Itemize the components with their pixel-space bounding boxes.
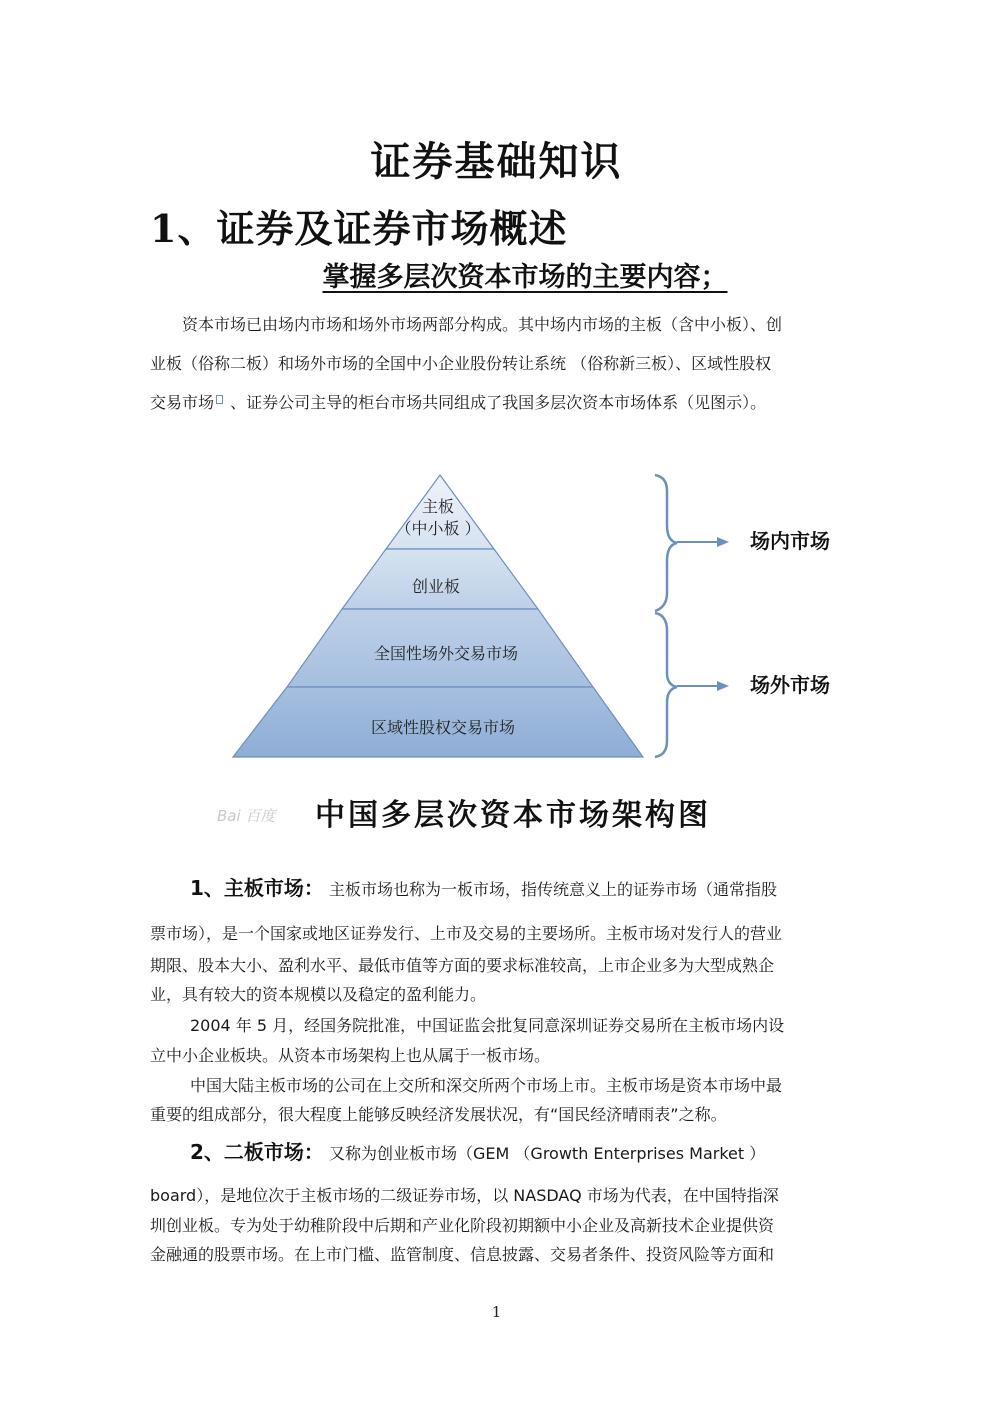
figure-caption: 中国多层次资本市场架构图	[315, 798, 711, 833]
watermark-text: Bai 百度	[217, 807, 276, 825]
main-board-heading: 1、主板市场：	[190, 876, 324, 900]
gem-board-heading: 2、二板市场：	[190, 1140, 324, 1164]
gem-board-line-3: 圳创业板。专为处于幼稚阶段中后期和产业化阶段初期额中小企业及高新技术企业提供资	[150, 1216, 775, 1235]
intro-line-2: 业板（俗称二板）和场外市场的全国中小企业股份转让系统 （俗称新三板）、区域性股权	[150, 354, 772, 373]
subheading-text: 掌握多层次资本市场的主要内容；	[322, 262, 728, 293]
tier-label-main: 主板	[421, 497, 455, 516]
subheading	[0, 255, 993, 294]
main-board-line-1: 主板市场也称为一板市场，指传统意义上的证券市场（通常指股	[329, 880, 778, 899]
main-board-exchange-line-2: 重要的组成部分，很大程度上能够反映经济发展状况，有“国民经济晴雨表”之称。	[150, 1105, 727, 1124]
gem-board-line-2: board），是地位次于主板市场的二级证券市场，以 NASDAQ 市场为代表，在中国特指深	[150, 1186, 779, 1205]
brace-in-market-icon	[655, 475, 677, 611]
main-board-line-3: 期限、股本大小、盈利水平、最低市值等方面的要求标准较高，上市企业多为大型成熟企	[150, 956, 775, 975]
sme-board-line-1: 2004 年 5 月，经国务院批准，中国证监会批复同意深圳证券交易所在主板市场内设	[190, 1016, 785, 1035]
tier-label-sme: （中小板 ）	[395, 519, 481, 538]
main-board-first-line	[190, 872, 777, 901]
gem-board-section	[150, 1136, 842, 1276]
page-number: 1	[491, 1303, 502, 1321]
tier-label-regional: 区域性股权交易市场	[370, 718, 516, 737]
section-heading: 1、证券及证券市场概述	[150, 206, 568, 251]
footnote-mark-icon	[216, 395, 223, 404]
main-board-line-4: 业，具有较大的资本规模以及稳定的盈利能力。	[150, 985, 487, 1004]
document-title: 证券基础知识	[370, 138, 623, 185]
intro-line-1: 资本市场已由场内市场和场外市场两部分构成。其中场内市场的主板（含中小板）、创	[182, 315, 783, 334]
gem-board-line-1: 又称为创业板市场（GEM （Growth Enterprises Market ）	[329, 1144, 766, 1163]
capital-market-pyramid-figure	[215, 465, 855, 835]
tier-label-gem: 创业板	[411, 577, 461, 596]
in-market-label: 场内市场	[750, 529, 830, 553]
main-board-line-2: 票市场），是一个国家或地区证券发行、上市及交易的主要场所。主板市场对发行人的营业	[150, 924, 783, 943]
gem-board-first-line	[190, 1136, 765, 1165]
main-board-section	[150, 872, 842, 1132]
arrow-out-market-icon	[677, 681, 729, 691]
intro-line-3: 交易市场 、证券公司主导的柜台市场共同组成了我国多层次资本市场体系（见图示）。	[150, 393, 767, 412]
intro-paragraph	[150, 310, 842, 420]
out-market-label: 场外市场	[750, 673, 830, 697]
sme-board-line-2: 立中小企业板块。从资本市场架构上也从属于一板市场。	[150, 1046, 551, 1065]
tier-label-national: 全国性场外交易市场	[373, 644, 519, 663]
main-board-exchange-line-1: 中国大陆主板市场的公司在上交所和深交所两个市场上市。主板市场是资本市场中最	[190, 1076, 783, 1095]
brace-out-market-icon	[655, 613, 677, 757]
gem-board-line-4: 金融通的股票市场。在上市门槛、监管制度、信息披露、交易者条件、投资风险等方面和	[150, 1245, 775, 1264]
arrow-in-market-icon	[677, 537, 729, 547]
